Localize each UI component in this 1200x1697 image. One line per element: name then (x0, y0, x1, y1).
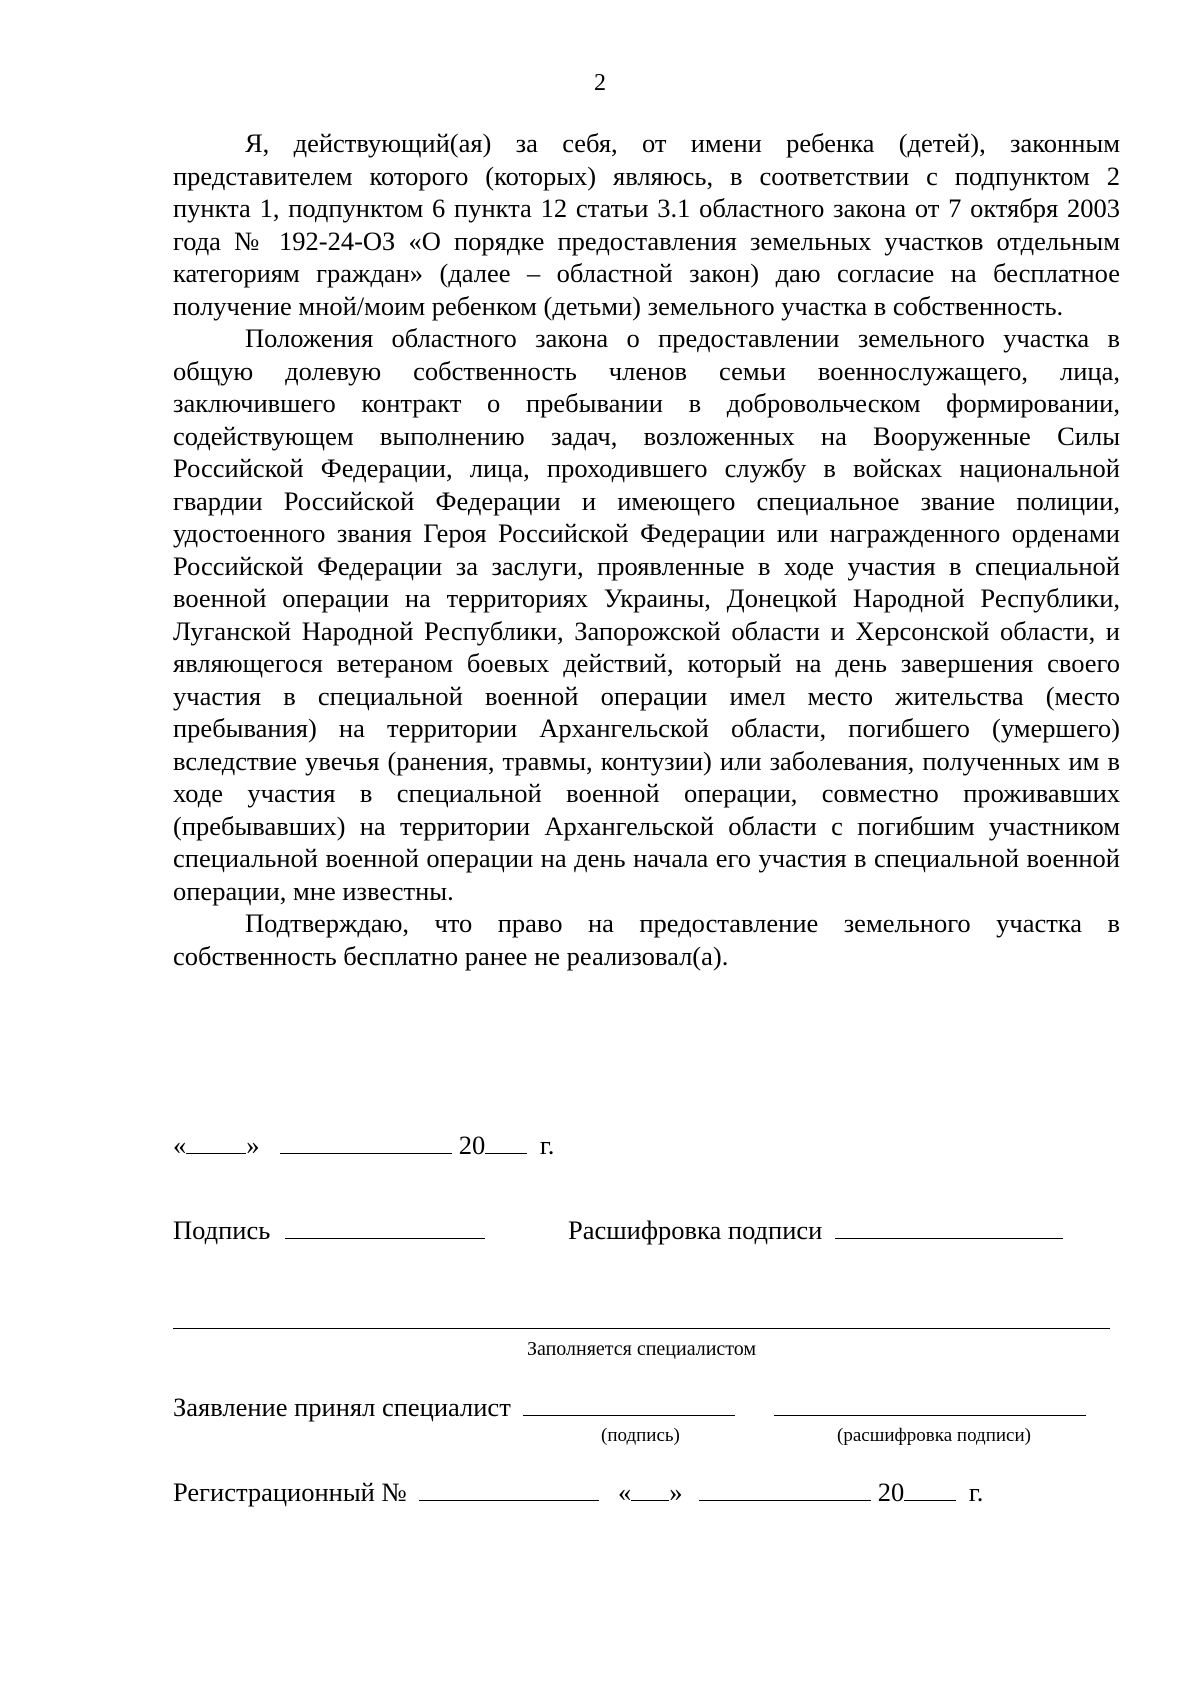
registration-number-blank[interactable] (419, 1478, 599, 1501)
date-line (173, 1130, 554, 1161)
year-blank[interactable] (485, 1131, 527, 1154)
page-number: 2 (594, 70, 606, 96)
date-open-quote: « (173, 1130, 187, 1160)
reg-close-quote: » (669, 1477, 683, 1507)
registration-line (173, 1477, 983, 1508)
decryption-group (568, 1215, 1063, 1246)
accepted-label: Заявление принял специалист (173, 1392, 511, 1422)
reg-year-suffix: г. (968, 1477, 984, 1507)
day-blank[interactable] (186, 1131, 246, 1154)
specialist-caption: Заполняется специалистом (526, 1338, 757, 1360)
reg-open-quote: « (618, 1477, 632, 1507)
specialist-signature-blank[interactable] (523, 1393, 735, 1416)
signature-label: Подпись (173, 1215, 271, 1245)
decryption-label: Расшифровка подписи (568, 1215, 823, 1245)
reg-year-prefix: 20 (877, 1477, 905, 1507)
registration-label: Регистрационный № (173, 1477, 407, 1507)
signature-line (173, 1215, 1073, 1246)
decryption-blank[interactable] (835, 1216, 1063, 1239)
law-provisions-paragraph: Положения областного закона о предоставлении земельного участка в общую долевую собственность членов семьи военнослужащего, лица, заключившего контракт о пребывании в добровольческом формировании, содействующем выполнению задач, возложенных на Вооруженные Силы Российской Федерации, лица, проходившего службу в войсках национальной гвардии Российской Федерации и имеющего специальное звание полиции, удостоенного звания Героя Российской Федерации или награжденного орденами Российской Федерации за заслуги, проявленные в ходе участия в специальной военной операции на территориях Украины, Донецкой Народной Республики, Луганской Народной Республики, Запорожской области и Херсонской области, и являющегося ветераном боевых действий, который на день завершения своего участия в специальной военной операции имел место жительства (место пребывания) на территории Архангельской области, погибшего (умершего) вследствие увечья (ранения, травмы, контузии) или заболевания, полученных им в ходе участия в специальной военной операции, совместно проживавших (пребывавших) на территории Архангельской области с погибшим участником специальной военной операции на день начала его участия в специальной военной операции, мне известны. (173, 323, 1120, 906)
specialist-signature-caption: (подпись) (601, 1425, 680, 1446)
reg-day-blank[interactable] (631, 1478, 669, 1501)
section-divider (173, 1328, 1110, 1329)
signature-blank[interactable] (285, 1216, 485, 1239)
accepted-line (173, 1392, 1086, 1423)
specialist-decryption-blank[interactable] (774, 1393, 1086, 1416)
specialist-decryption-caption: (расшифровка подписи) (837, 1425, 1031, 1446)
year-prefix: 20 (458, 1130, 486, 1160)
date-close-quote: » (246, 1130, 260, 1160)
confirmation-paragraph: Подтверждаю, что право на предоставление земельного участка в собственность бесплатно ранее не реализовал(а). (173, 908, 1120, 971)
reg-month-blank[interactable] (699, 1478, 871, 1501)
year-suffix: г. (539, 1130, 555, 1160)
reg-year-blank[interactable] (904, 1478, 956, 1501)
document-body (173, 127, 1120, 972)
consent-paragraph: Я, действующий(ая) за себя, от имени ребенка (детей), законным представителем которого (которых) являюсь, в соответствии с подпунктом 2 пункта 1, подпунктом 6 пункта 12 статьи 3.1 областного закона от 7 октября 2003 года № 192-24-ОЗ «О порядке предоставления земельных участков отдельным категориям граждан» (далее – областной закон) даю согласие на бесплатное получение мной/моим ребенком (детьми) земельного участка в собственность. (173, 128, 1120, 321)
month-blank[interactable] (280, 1131, 452, 1154)
